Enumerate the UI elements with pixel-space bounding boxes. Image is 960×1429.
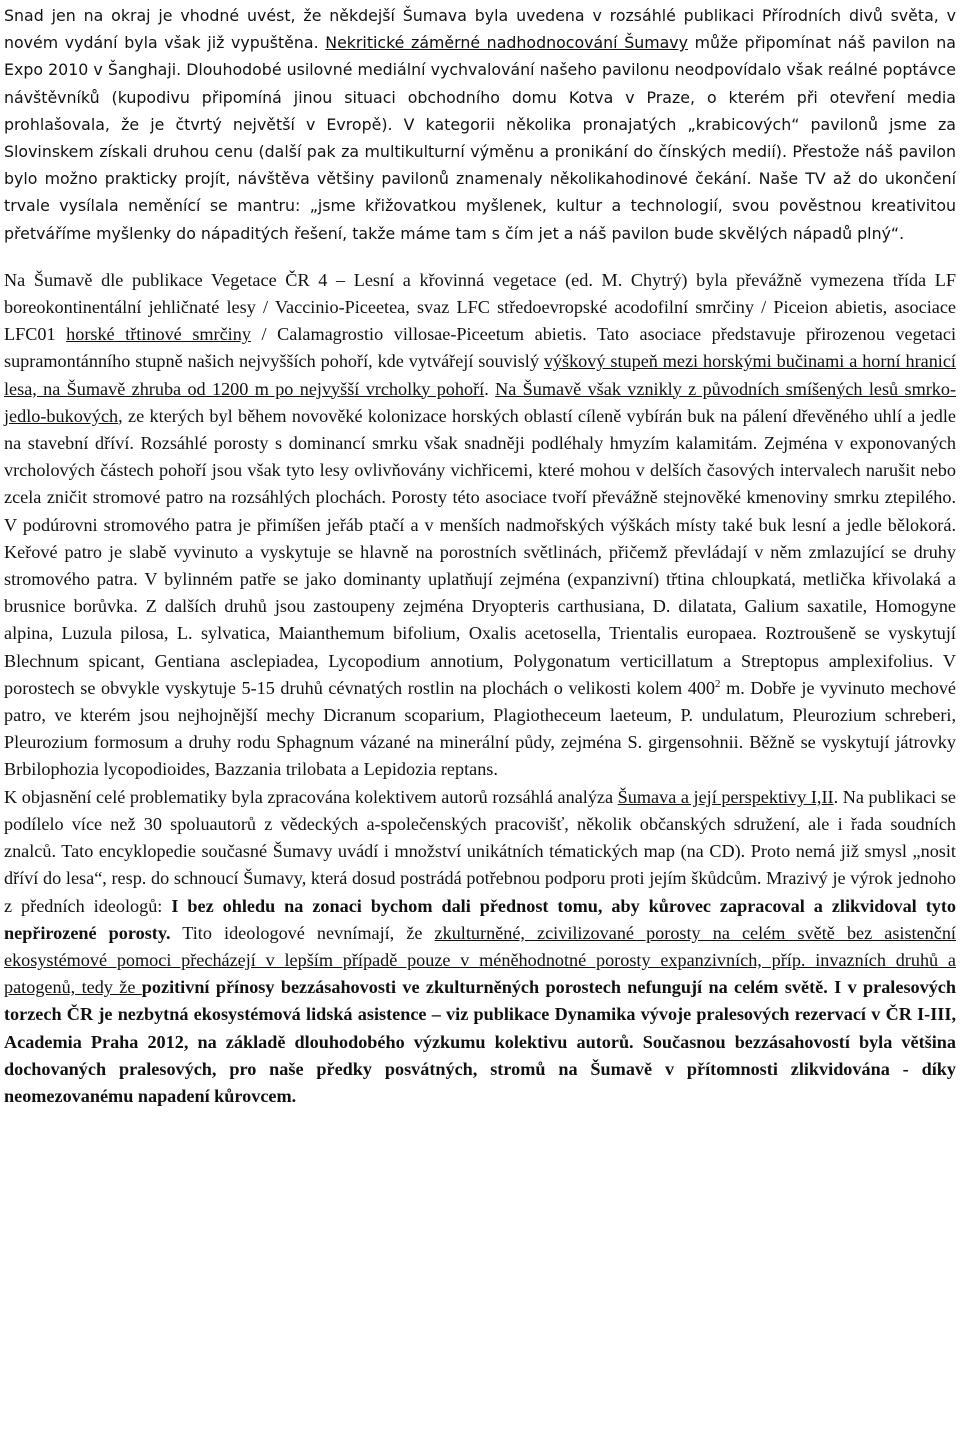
link-zkulturnene-porosty[interactable]: zkulturněné, zcivilizované porosty na celém světě bez asistenční ekosystémové pomoci přecházejí v lepším případě pouze v méněhodnotné porosty expanzivních, příp. invazních druhů a patogenů, tedy že xyxy=(4,922,956,998)
text-run: K objasnění celé problematiky byla zpracována kolektivem autorů rozsáhlá analýza xyxy=(4,786,618,807)
paragraph-expo-pavilion xyxy=(4,2,956,247)
link-puvodni-smisene-lesy[interactable]: Na Šumavě však vznikly z původních smíšených lesů smrko-jedlo-bukových xyxy=(4,378,957,426)
bold-conclusion: pozitivní přínosy bezzásahovosti ve zkulturněných porostech nefungují na celém světě. I v pralesových torzech ČR je nezbytná ekosystémová lidská asistence – viz publikace Dynamika vývoje pralesových rezervací v ČR I-III, Academia Praha 2012, na základě dlouhodobého výzkumu kolektivu autorů. Současnou bezzásahovostí byla většina dochovaných pralesových, pro naše předky posvátných, stromů na Šumavě v přítomnosti zlikvidována - díky neomezovanému napadení kůrovcem. xyxy=(4,977,956,1106)
text-run: Tito ideologové nevnímají, že xyxy=(170,922,435,943)
text-run: / Calamagrostio villosae-Piceetum abietis. Tato asociace představuje přirozenou vegetaci supramontánního stupně našich nejvyšších pohoří, kde vytvářejí souvislý xyxy=(4,324,957,372)
text-run: . xyxy=(484,378,496,399)
link-sumava-a-jeji-perspektivy[interactable]: Šumava a její perspektivy I,II xyxy=(617,786,834,807)
text-run: může připomínat náš pavilon na Expo 2010 v Šanghaji. Dlouhodobé usilovné mediální vychvalování našeho pavilonu neodpovídalo však reálné poptávce návštěvníků (kupodivu připomíná jinou situaci obchodního domu Kotva v Praze, o kterém při otevření media prohlašovala, že je čtvrtý největší v Evropě). V kategorii několika pronajatých „krabicových“ pavilonů jsme za Slovinskem získali druhou cenu (další pak za multikulturní výměnu a pronikání do čínských medií). Přestože náš pavilon bylo možno prakticky projít, návštěva většiny pavilonů znamenaly několikahodinové čekání. Naše TV až do ukončení trvale vysílala neměnící se mantru: „jsme křižovatkou myšlenek, kultur a technologií, svou pověstnou kreativitou přetváříme myšlenky do nápaditých řešení, takže máme tam s čím jet a náš pavilon bude skvělých nápadů plný“. xyxy=(4,33,956,243)
text-run: Snad jen na okraj je vhodné uvést, že někdejší Šumava byla uvedena v rozsáhlé publikaci Přírodních divů světa, v novém vydání byla však již vypuštěna. xyxy=(4,6,956,53)
text-run: . Na publikaci se podílelo více než 30 spoluautorů z vědeckých a-společenských pracovišť, několik občanských sdružení, ale i řada soudních znalců. Tato encyklopedie současné Šumavy uvádí i množství unikátních tématických map (na CD). Proto nemá již smysl „nosit dříví do lesa“, resp. do schnoucí Šumavy, která dosud postrádá potřebnou podporu proti jejím škůdcům. Mrazivý je výrok jednoho z předních ideologů: xyxy=(4,786,956,916)
link-horske-trtinove-smrciny[interactable]: horské třtinové smrčiny xyxy=(66,324,251,345)
text-run: , ze kterých byl během novověké kolonizace horských oblastí cíleně vybírán buk na pálení dřevěného uhlí a jedle na stavební dříví. Rozsáhlé porosty s dominancí smrku však snadněji podléhaly hmyzím kalamitám. Zejména v exponovaných vrcholových částech pohoří jsou však tyto lesy ovlivňovány vichřicemi, které mohou v delších časových intervalech narušit nebo zcela zničit stromové patro na rozsáhlých plochách. Porosty této asociace tvoří převážně stejnověké kmenoviny smrku ztepilého. V podúrovni stromového patra je přimíšen jeřáb ptačí a v menších nadmořských výškách místy také buk lesní a jedle bělokorá. Keřové patro je slabě vyvinuto a vyskytuje se hlavně na porostních světlinách, přičemž převládají v něm zmlazující se druhy stromového patra. V bylinném patře se jako dominanty uplatňují zejména (expanzivní) třtina chloupkatá, metlička křivolaká a brusnice borůvka. Z dalších druhů jsou zastoupeny zejména Dryopteris carthusiana, D. dilatata, Galium saxatile, Homogyne alpina, Luzula pilosa, L. sylvatica, Maianthemum bifolium, Oxalis acetosella, Trientalis europaea. Roztroušeně se vyskytují Blechnum spicant, Gentiana asclepiadea, Lycopodium annotium, Polygonatum verticillatum a Streptopus amplexifolius. V porostech se obvykle vyskytuje 5-15 druhů cévnatých rostlin na plochách o velikosti kolem 400 xyxy=(4,405,956,698)
bold-quote: I bez ohledu na zonaci bychom dali přednost tomu, aby kůrovec zapracoval a zlikvidoval tyto nepřirozené porosty. xyxy=(4,895,957,943)
link-vyskovy-stupen[interactable]: výškový stupeň mezi horskými bučinami a horní hranicí lesa, na Šumavě zhruba od 1200 m po nejvyšší vrcholky pohoří xyxy=(4,351,956,399)
link-nekriticke-nadhodnocovani[interactable]: Nekritické záměrné nadhodnocování Šumavy xyxy=(325,33,688,53)
text-run: m. Dobře je vyvinuto mechové patro, ve kterém jsou nejhojnější mechy Dicranum scoparium, Plagiotheceum laeteum, P. undulatum, Pleurozium schreberi, Pleurozium formosum a druhy rodu Sphagnum vázané na minerální půdy, zejména S. girgensohnii. Běžně se vyskytují játrovky Brbilophozia lycopodioides, Bazzania trilobata a Lepidozia reptans. xyxy=(4,677,956,780)
paragraph-vegetation xyxy=(4,267,956,784)
paragraph-sumava-analysis xyxy=(4,784,956,1110)
text-run: Na Šumavě dle publikace Vegetace ČR 4 – Lesní a křovinná vegetace (ed. M. Chytrý) byla převážně vymezena třída LF boreokontinentální jehličnaté lesy / Vaccinio-Piceetea, svaz LFC středoevropské acodofilní smrčiny / Piceion abietis, asociace LFC01 xyxy=(4,269,956,345)
superscript: 2 xyxy=(715,677,721,690)
